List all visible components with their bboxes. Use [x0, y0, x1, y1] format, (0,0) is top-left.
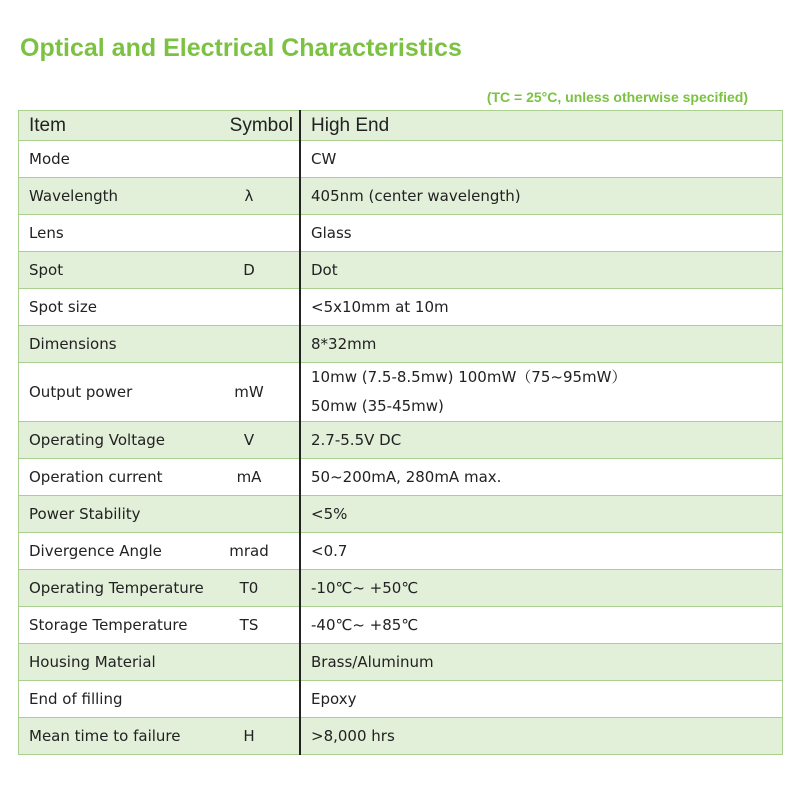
item-cell: Storage Temperature	[19, 607, 220, 644]
symbol-cell	[219, 326, 300, 363]
conditions-note: (TC = 25°C, unless otherwise specified)	[486, 89, 748, 105]
symbol-cell	[219, 289, 300, 326]
table-row	[19, 289, 783, 326]
item-cell: Operating Voltage	[19, 422, 220, 459]
value-line: Epoxy	[311, 690, 357, 708]
item-cell: End of filling	[19, 681, 220, 718]
value-cell	[300, 681, 783, 718]
value-line: Glass	[311, 224, 352, 242]
value-cell	[300, 607, 783, 644]
symbol-cell	[219, 141, 300, 178]
table-header-row	[19, 111, 783, 141]
symbol-cell	[219, 681, 300, 718]
symbol-cell: mW	[219, 363, 300, 422]
value-cell	[300, 422, 783, 459]
item-cell: Operation current	[19, 459, 220, 496]
item-cell: Dimensions	[19, 326, 220, 363]
table-row	[19, 681, 783, 718]
item-cell: Housing Material	[19, 644, 220, 681]
value-line: -10℃~ +50℃	[311, 579, 419, 597]
value-line: 50~200mA, 280mA max.	[311, 468, 502, 486]
value-line: 8*32mm	[311, 335, 377, 353]
value-line: <5x10mm at 10m	[311, 298, 449, 316]
value-line: >8,000 hrs	[311, 727, 395, 745]
value-cell	[300, 326, 783, 363]
value-line: <0.7	[311, 542, 348, 560]
table-row	[19, 533, 783, 570]
value-cell	[300, 178, 783, 215]
item-cell: Power Stability	[19, 496, 220, 533]
value-line: Brass/Aluminum	[311, 653, 434, 671]
symbol-cell: λ	[219, 178, 300, 215]
table-row	[19, 496, 783, 533]
value-line: Dot	[311, 261, 338, 279]
header-value: High End	[300, 111, 783, 141]
table-row	[19, 178, 783, 215]
value-line: 405nm (center wavelength)	[311, 187, 521, 205]
page-title: Optical and Electrical Characteristics	[20, 34, 462, 62]
item-cell: Output power	[19, 363, 220, 422]
item-cell: Mode	[19, 141, 220, 178]
table-row	[19, 644, 783, 681]
item-cell: Mean time to failure	[19, 718, 220, 755]
table-row	[19, 459, 783, 496]
item-cell: Divergence Angle	[19, 533, 220, 570]
symbol-cell: D	[219, 252, 300, 289]
table-row	[19, 718, 783, 755]
header-item: Item	[19, 111, 220, 141]
table-row	[19, 570, 783, 607]
symbol-cell: H	[219, 718, 300, 755]
item-cell: Spot	[19, 252, 220, 289]
value-cell	[300, 141, 783, 178]
symbol-cell: TS	[219, 607, 300, 644]
symbol-cell	[219, 215, 300, 252]
table-row	[19, 363, 783, 422]
symbol-cell	[219, 496, 300, 533]
item-cell: Wavelength	[19, 178, 220, 215]
table-row	[19, 215, 783, 252]
symbol-cell: T0	[219, 570, 300, 607]
table-row	[19, 326, 783, 363]
value-cell	[300, 718, 783, 755]
value-line: 50mw (35-45mw)	[311, 397, 444, 415]
value-cell	[300, 252, 783, 289]
value-line: <5%	[311, 505, 348, 523]
value-cell	[300, 459, 783, 496]
item-cell: Lens	[19, 215, 220, 252]
table-row	[19, 607, 783, 644]
characteristics-table	[18, 110, 783, 755]
item-cell: Operating Temperature	[19, 570, 220, 607]
value-line: 10mw (7.5-8.5mw) 100mW（75~95mW）	[311, 368, 627, 386]
symbol-cell: mA	[219, 459, 300, 496]
value-line: 2.7-5.5V DC	[311, 431, 402, 449]
value-cell	[300, 363, 783, 422]
table-row	[19, 252, 783, 289]
value-cell	[300, 644, 783, 681]
value-line: -40℃~ +85℃	[311, 616, 419, 634]
symbol-cell: mrad	[219, 533, 300, 570]
value-cell	[300, 289, 783, 326]
value-cell	[300, 215, 783, 252]
value-cell	[300, 533, 783, 570]
header-symbol: Symbol	[219, 111, 300, 141]
symbol-cell	[219, 644, 300, 681]
value-line: CW	[311, 150, 337, 168]
value-cell	[300, 570, 783, 607]
table-row	[19, 422, 783, 459]
table-row	[19, 141, 783, 178]
item-cell: Spot size	[19, 289, 220, 326]
symbol-cell: V	[219, 422, 300, 459]
value-cell	[300, 496, 783, 533]
